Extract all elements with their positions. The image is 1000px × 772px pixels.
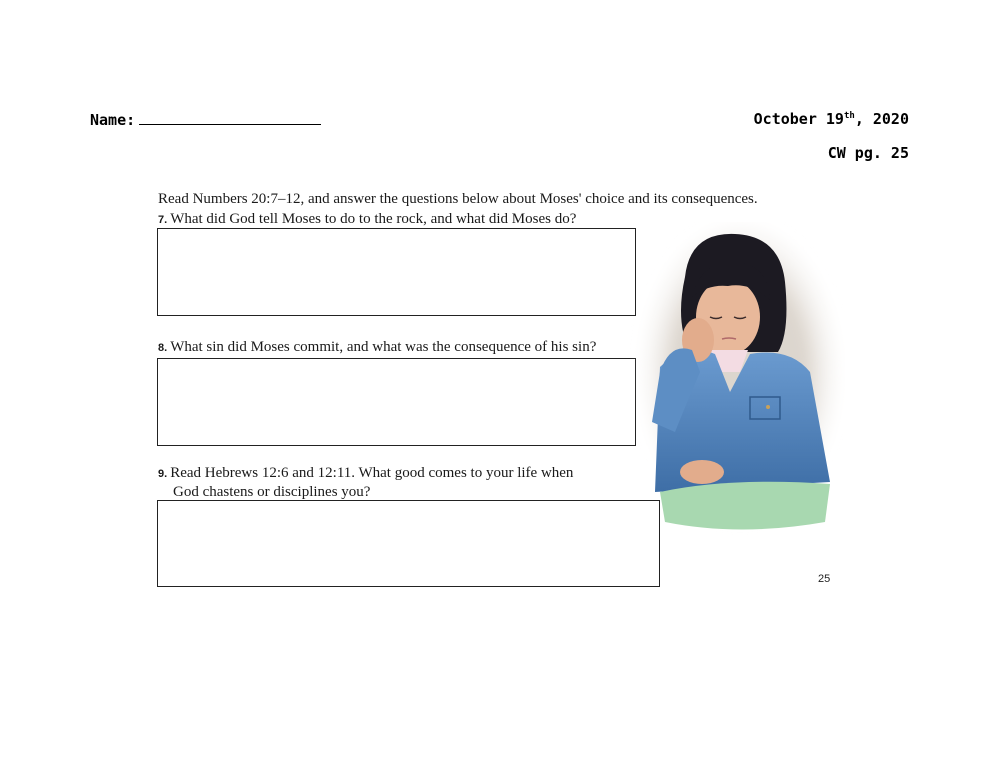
answer-box-7[interactable]	[157, 228, 636, 316]
date-suffix: th	[843, 111, 855, 121]
question-8	[158, 339, 596, 356]
page-number: 25	[818, 573, 831, 585]
answer-box-9[interactable]	[157, 500, 660, 587]
name-field	[90, 110, 321, 129]
question-7-number: 7.	[158, 214, 168, 226]
cw-page-label: CW pg. 25	[827, 144, 909, 162]
question-8-text: What sin did Moses commit, and what was the consequence of his sin?	[170, 339, 597, 355]
question-8-number: 8.	[158, 342, 168, 354]
answer-box-8[interactable]	[157, 358, 636, 446]
instructions: Read Numbers 20:7–12, and answer the questions below about Moses' choice and its consequences.	[158, 191, 758, 207]
question-9-number: 9.	[158, 468, 168, 480]
girl-thinking-photo	[630, 222, 845, 552]
date	[754, 110, 909, 128]
name-label: Name:	[90, 111, 136, 129]
question-9-text-line2: God chastens or disciplines you?	[173, 484, 371, 500]
name-blank-line[interactable]	[139, 110, 321, 125]
question-9	[158, 465, 573, 482]
question-7-text: What did God tell Moses to do to the rock, and what did Moses do?	[170, 211, 577, 227]
question-7	[158, 211, 576, 228]
date-month: October 19	[753, 110, 844, 128]
question-9-text: Read Hebrews 12:6 and 12:11. What good comes to your life when	[170, 465, 574, 481]
date-year: , 2020	[854, 110, 909, 128]
